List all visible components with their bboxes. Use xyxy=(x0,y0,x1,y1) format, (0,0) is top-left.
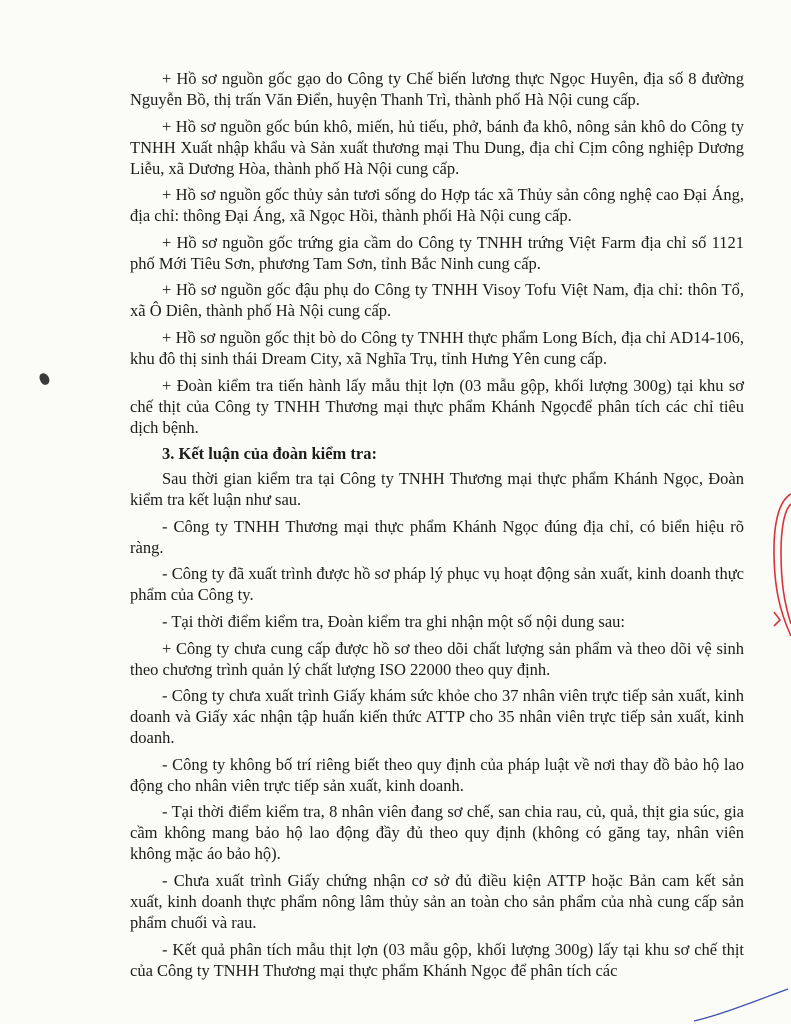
paragraph-iso-records: + Công ty chưa cung cấp được hồ sơ theo dõi chất lượng sản phẩm và theo dõi vệ sinh theo chương trình quản lý chất lượng ISO 22000 theo quy định. xyxy=(130,638,744,679)
paragraph-inspection-notes: - Tại thời điểm kiểm tra, Đoàn kiểm tra ghi nhận một số nội dung sau: xyxy=(162,611,626,631)
paragraph-supplier-certificates: - Chưa xuất trình Giấy chứng nhận cơ sở đủ điều kiện ATTP hoặc Bản cam kết sản xuất, kinh doanh thực phẩm nông lâm thủy sản an toàn cho sản phẩm của nhà cung cấp sản phẩm chuối và rau. xyxy=(130,870,744,932)
paragraph-pork-sampling: + Đoàn kiểm tra tiến hành lấy mẫu thịt lợn (03 mẫu gộp, khối lượng 300g) tại khu sơ chế thịt của Công ty TNHH Thương mại thực phẩm Khánh Ngọcđể phân tích các chỉ tiêu dịch bệnh. xyxy=(130,375,744,437)
paragraph-address-signage: - Công ty TNHH Thương mại thực phẩm Khánh Ngọc đúng địa chỉ, có biển hiệu rõ ràng. xyxy=(130,516,744,557)
signature-stroke xyxy=(690,985,791,1024)
red-stamp-fragment xyxy=(752,490,791,640)
paragraph-tofu-origin: + Hồ sơ nguồn gốc đậu phụ do Công ty TNHH Visoy Tofu Việt Nam, địa chỉ: thôn Tổ, xã Ô Diên, thành phố Hà Nội cung cấp. xyxy=(130,280,744,321)
section-heading-conclusion: 3. Kết luận của đoàn kiểm tra: xyxy=(162,444,377,464)
paragraph-legal-documents: - Công ty đã xuất trình được hồ sơ pháp lý phục vụ hoạt động sản xuất, kinh doanh thực phẩm của Công ty. xyxy=(130,564,744,605)
paragraph-rice-origin: + Hồ sơ nguồn gốc gạo do Công ty Chế biến lương thực Ngọc Huyên, địa số 8 đường Nguyễn Bồ, thị trấn Văn Điển, huyện Thanh Trì, thành phố Hà Nội cung cấp. xyxy=(130,69,744,109)
paragraph-beef-origin: + Hồ sơ nguồn gốc thịt bò do Công ty TNHH thực phẩm Long Bích, địa chỉ AD14-106, khu đô thị sinh thái Dream City, xã Nghĩa Trụ, tỉnh Hưng Yên cung cấp. xyxy=(130,327,744,368)
document-body xyxy=(130,68,744,986)
paragraph-health-certificates: - Công ty chưa xuất trình Giấy khám sức khỏe cho 37 nhân viên trực tiếp sản xuất, kinh doanh và Giấy xác nhận tập huấn kiến thức ATTP cho 35 nhân viên trực tiếp sản xuất, kinh doanh. xyxy=(130,686,744,748)
paragraph-changing-room: - Công ty không bố trí riêng biết theo quy định của pháp luật về nơi thay đồ bảo hộ lao động cho nhân viên trực tiếp sản xuất, kinh doanh. xyxy=(130,754,744,795)
paragraph-pork-analysis: - Kết quả phân tích mẫu thịt lợn (03 mẫu gộp, khối lượng 300g) lấy tại khu sơ chế thịt của Công ty TNHH Thương mại thực phẩm Khánh Ngọc để phân tích các xyxy=(130,939,744,980)
paragraph-noodle-origin: + Hồ sơ nguồn gốc bún khô, miến, hủ tiếu, phở, bánh đa khô, nông sản khô do Công ty TNHH Xuất nhập khẩu và Sản xuất thương mại Thu Dung, địa chỉ Cịm công nghiệp Dương Liễu, xã Dương Hòa, thành phố Hà Nội cung cấp. xyxy=(130,116,744,178)
paragraph-conclusion-intro: Sau thời gian kiểm tra tại Công ty TNHH Thương mại thực phẩm Khánh Ngọc, Đoàn kiểm tra kết luận như sau. xyxy=(130,469,744,510)
paragraph-seafood-origin: + Hồ sơ nguồn gốc thủy sản tươi sống do Hợp tác xã Thủy sản công nghệ cao Đại Áng, địa chỉ: thông Đại Áng, xã Ngọc Hồi, thành phối Hà Nội cung cấp. xyxy=(130,185,744,226)
paragraph-egg-origin: + Hồ sơ nguồn gốc trứng gia cầm do Công ty TNHH trứng Việt Farm địa chỉ số 1121 phố Mới Tiêu Sơn, phương Tam Sơn, tỉnh Bắc Ninh cung cấp. xyxy=(130,232,744,273)
scan-speck xyxy=(38,372,51,386)
paragraph-protective-gear: - Tại thời điểm kiểm tra, 8 nhân viên đang sơ chế, san chia rau, củ, quả, thịt gia súc, gia cầm không mang bảo hộ lao động đầy đủ theo quy định (không có găng tay, nhân viên không mặc áo bảo hộ). xyxy=(130,802,744,864)
